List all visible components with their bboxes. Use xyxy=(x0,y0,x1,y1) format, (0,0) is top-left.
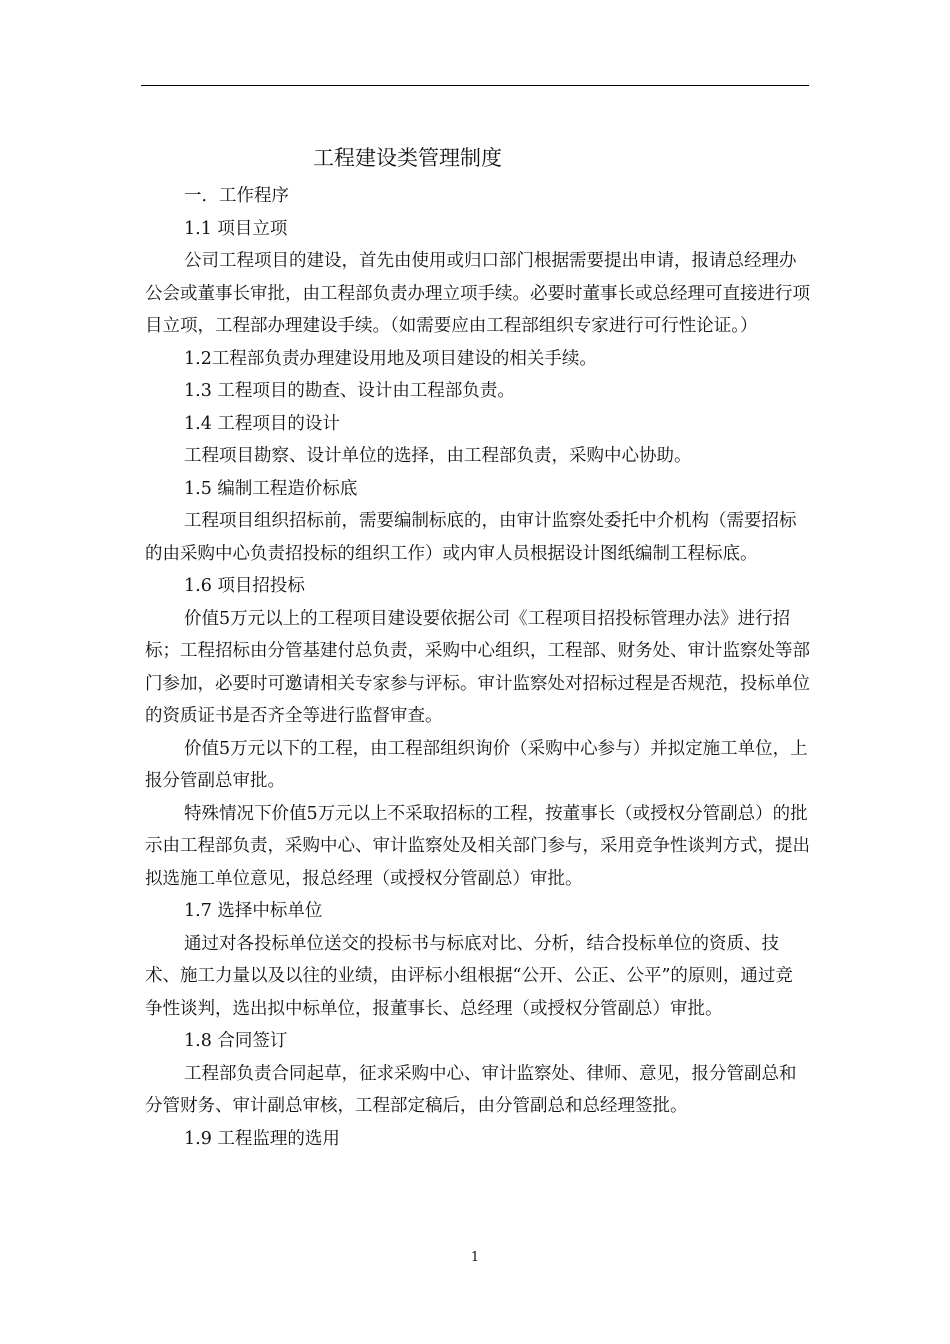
header-rule xyxy=(141,85,809,86)
body-paragraph: 公司工程项目的建设，首先由使用或归口部门根据需要提出申请，报请总经理办公会或董事长审批，由工程部负责办理立项手续。必要时董事长或总经理可直接进行项目立项，工程部办理建设手续。（如需要应由工程部组织专家进行可行性论证。） xyxy=(145,251,810,336)
section-heading: 一．工作程序 xyxy=(184,186,289,206)
body-paragraph: 价值5万元以上的工程项目建设要依据公司《工程项目招投标管理办法》进行招标；工程招标由分管基建付总负责，采购中心组织，工程部、财务处、审计监察处等部门参加，必要时可邀请相关专家参与评标。审计监察处对招标过程是否规范，投标单位的资质证书是否齐全等进行监督审查。 xyxy=(145,608,810,726)
subsection-heading: 1.8 合同签订 xyxy=(184,1031,288,1051)
body-paragraph: 工程项目组织招标前，需要编制标底的，由审计监察处委托中介机构（需要招标的由采购中心负责招投标的组织工作）或内审人员根据设计图纸编制工程标底。 xyxy=(145,511,797,564)
subsection-heading: 1.7 选择中标单位 xyxy=(184,901,323,921)
subsection-heading: 1.6 项目招投标 xyxy=(184,576,305,596)
subsection-heading: 1.2工程部负责办理建设用地及项目建设的相关手续。 xyxy=(184,348,597,369)
body-paragraph: 通过对各投标单位送交的投标书与标底对比、分析，结合投标单位的资质、技术、施工力量以及以往的业绩，由评标小组根据“公开、公正、公平”的原则，通过竞争性谈判，选出拟中标单位，报董事长、总经理（或授权分管副总）审批。 xyxy=(145,933,793,1019)
subsection-heading: 1.9 工程监理的选用 xyxy=(184,1128,340,1149)
body-paragraph: 价值5万元以下的工程，由工程部组织询价（采购中心参与）并拟定施工单位，上报分管副总审批。 xyxy=(145,738,808,791)
body-paragraph: 特殊情况下价值5万元以上不采取招标的工程，按董事长（或授权分管副总）的批示由工程部负责，采购中心、审计监察处及相关部门参与，采用竞争性谈判方式，提出拟选施工单位意见，报总经理（或授权分管副总）审批。 xyxy=(145,803,810,889)
subsection-heading: 1.5 编制工程造价标底 xyxy=(184,478,358,499)
document-title: 工程建设类管理制度 xyxy=(313,146,502,170)
subsection-heading: 1.1 项目立项 xyxy=(184,218,288,239)
subsection-heading: 1.4 工程项目的设计 xyxy=(184,413,340,434)
subsection-heading: 1.3 工程项目的勘查、设计由工程部负责。 xyxy=(184,381,515,401)
body-paragraph: 工程项目勘察、设计单位的选择，由工程部负责，采购中心协助。 xyxy=(184,446,692,466)
body-paragraph: 工程部负责合同起草，征求采购中心、审计监察处、律师、意见，报分管副总和分管财务、审计副总审核，工程部定稿后，由分管副总和总经理签批。 xyxy=(145,1063,797,1116)
page-number: 1 xyxy=(470,1250,480,1265)
document-body xyxy=(145,180,810,1155)
